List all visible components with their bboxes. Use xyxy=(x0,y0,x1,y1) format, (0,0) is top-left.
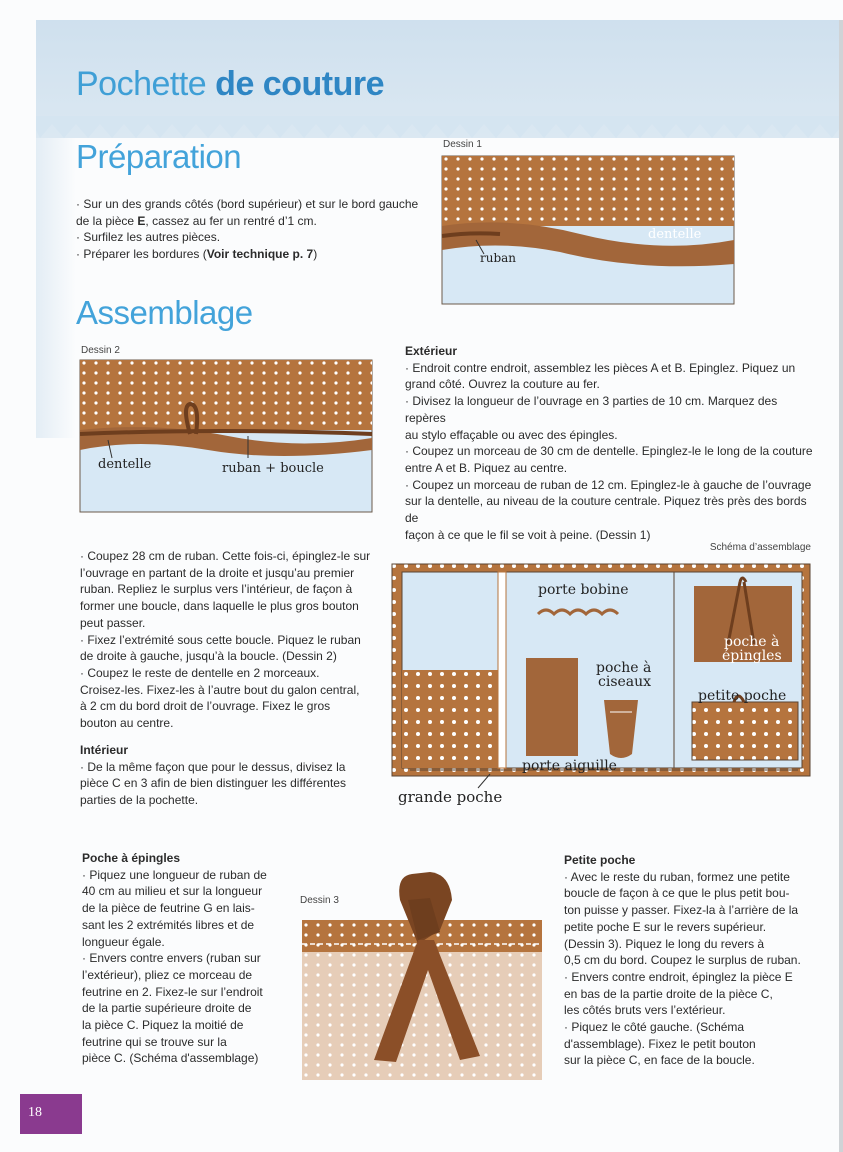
petite-poche-line-6: 0,5 cm du bord. Coupez le surplus de ruban. xyxy=(564,953,801,968)
ruban-line-7: de droite à gauche, jusqu’à la boucle. (Dessin 2) xyxy=(80,649,337,664)
dessin2-figure xyxy=(78,358,374,514)
petite-poche-line-5: (Dessin 3). Piquez le long du revers à xyxy=(564,936,765,951)
petite-poche-line-3: ton puisse y passer. Fixez-la à l’arrière de la xyxy=(564,903,799,918)
interieur-line-1: · De la même façon que pour le dessus, divisez la xyxy=(80,759,346,774)
ruban-line-5: peut passer. xyxy=(80,615,146,630)
ruban-text xyxy=(80,548,380,732)
title-bold: de couture xyxy=(215,65,384,103)
schema-label-grande-poche: grande poche xyxy=(398,788,503,806)
preparation-text xyxy=(76,196,421,263)
petite-poche-line-2: boucle de façon à ce que le plus petit bou- xyxy=(564,886,790,901)
ruban-line-6: · Fixez l’extrémité sous cette boucle. Piquez le ruban xyxy=(80,632,361,647)
interieur-text xyxy=(80,742,380,809)
ruban-line-8: · Coupez le reste de dentelle en 2 morceaux. xyxy=(80,665,320,680)
exterieur-line-4: au stylo effaçable ou avec des épingles. xyxy=(405,427,618,442)
petite-poche-line-9: les côtés bruts vers l’extérieur. xyxy=(564,1003,726,1018)
prep-line-3: · Surfilez les autres pièces. xyxy=(76,230,221,245)
exterieur-line-2: grand côté. Ouvrez la couture au fer. xyxy=(405,377,600,392)
poche-epingles-line-4: sant les 2 extrémités libres et de xyxy=(82,917,255,932)
page-number: 18 xyxy=(28,1105,42,1120)
exterieur-line-7: · Coupez un morceau de ruban de 12 cm. Epinglez-le à gauche de l’ouvrage xyxy=(405,477,812,492)
petite-poche-line-8: en bas de la partie droite de la pièce C, xyxy=(564,986,773,1001)
petite-poche-heading: Petite poche xyxy=(564,853,636,867)
exterieur-heading: Extérieur xyxy=(405,344,458,358)
poche-epingles-heading: Poche à épingles xyxy=(82,851,181,865)
poche-epingles-text xyxy=(82,850,282,1067)
petite-poche-text xyxy=(564,852,814,1069)
title-light: Pochette xyxy=(76,65,207,103)
schema-label-poche-epingles-1: poche à xyxy=(724,634,780,650)
left-margin-strip xyxy=(36,138,76,438)
page-number-tab xyxy=(20,1094,82,1134)
petite-poche-line-4: petite poche E sur le revers supérieur. xyxy=(564,919,767,934)
exterieur-line-3: · Divisez la longueur de l’ouvrage en 3 parties de 10 cm. Marquez des repères xyxy=(405,394,778,425)
ruban-line-2: l’ouvrage en partant de la droite et jusqu’au premier xyxy=(80,565,355,580)
dessin1-label-ruban: ruban xyxy=(480,251,517,265)
poche-epingles-line-9: de la partie supérieure droite de xyxy=(82,1001,252,1016)
exterieur-line-6: entre A et B. Piquez au centre. xyxy=(405,460,568,475)
poche-epingles-line-6: · Envers contre envers (ruban sur xyxy=(82,951,261,966)
exterieur-line-1: · Endroit contre endroit, assemblez les pièces A et B. Epinglez. Piquez un xyxy=(405,360,796,375)
dessin2-label-ruban-boucle: ruban + boucle xyxy=(222,461,324,476)
exterieur-line-9: façon à ce que le fil se voit à peine. (Dessin 1) xyxy=(405,527,651,542)
interieur-heading: Intérieur xyxy=(80,743,129,757)
ruban-line-1: · Coupez 28 cm de ruban. Cette fois-ci, épinglez-le sur xyxy=(80,549,371,563)
dessin2-caption: Dessin 2 xyxy=(81,345,120,356)
page-edge xyxy=(839,20,843,1152)
schema-label-poche-ciseaux-1: poche à xyxy=(596,660,652,676)
schema-label-porte-aiguille: porte aiguille xyxy=(522,758,617,774)
schema-label-porte-bobine: porte bobine xyxy=(538,582,629,598)
exterieur-line-5: · Coupez un morceau de 30 cm de dentelle. Epinglez-le le long de la couture xyxy=(405,444,813,459)
petite-poche-line-12: sur la pièce C, en face de la boucle. xyxy=(564,1053,755,1068)
prep-line-1: · Sur un des grands côtés (bord supérieur) et sur le bord gauche xyxy=(76,197,419,211)
interieur-line-3: parties de la pochette. xyxy=(80,793,199,808)
ruban-line-3: ruban. Repliez le surplus vers l’intérieur, de façon à xyxy=(80,582,353,597)
petite-poche-line-7: · Envers contre endroit, épinglez la pièce E xyxy=(564,969,793,984)
preparation-heading: Préparation xyxy=(76,138,242,175)
dessin1-figure xyxy=(440,154,736,306)
ruban-line-4: former une boucle, dans laquelle le plus gros bouton xyxy=(80,599,359,614)
schema-caption: Schéma d’assemblage xyxy=(709,542,811,553)
schema-figure xyxy=(388,560,814,810)
dessin1-caption: Dessin 1 xyxy=(443,139,482,150)
dessin2-label-dentelle: dentelle xyxy=(98,457,152,472)
dessin3-caption: Dessin 3 xyxy=(300,895,339,906)
poche-epingles-line-7: l’extérieur), pliez ce morceau de xyxy=(82,967,253,982)
assemblage-heading: Assemblage xyxy=(76,294,253,331)
poche-epingles-line-1: · Piquez une longueur de ruban de xyxy=(82,867,267,882)
poche-epingles-line-11: feutrine qui se trouve sur la xyxy=(82,1034,227,1049)
schema-label-poche-epingles-2: épingles xyxy=(722,648,782,664)
ruban-line-10: à 2 cm du bord droit de l’ouvrage. Fixez le gros xyxy=(80,699,331,714)
poche-epingles-line-3: de la pièce de feutrine G en lais- xyxy=(82,901,255,916)
dessin3-figure xyxy=(300,870,545,1082)
schema-label-poche-ciseaux-2: ciseaux xyxy=(598,674,652,690)
dessin1-label-dentelle: dentelle xyxy=(648,227,702,242)
interieur-line-2: pièce C en 3 afin de bien distinguer les différentes xyxy=(80,776,346,791)
ruban-line-11: bouton au centre. xyxy=(80,716,174,731)
poche-epingles-line-12: pièce C. (Schéma d'assemblage) xyxy=(82,1051,259,1066)
page-title xyxy=(76,64,384,104)
poche-epingles-line-8: feutrine en 2. Fixez-le sur l’endroit xyxy=(82,984,263,999)
ruban-line-9: Croisez-les. Fixez-les à l’autre bout du galon central, xyxy=(80,682,360,697)
exterieur-text xyxy=(405,343,815,543)
poche-epingles-line-5: longueur égale. xyxy=(82,934,165,949)
prep-line-2: de la pièce E, cassez au fer un rentré d’1 cm. xyxy=(76,213,317,228)
petite-poche-line-11: d'assemblage). Fixez le petit bouton xyxy=(564,1036,756,1051)
petite-poche-line-10: · Piquez le côté gauche. (Schéma xyxy=(564,1020,745,1035)
prep-line-4: · Préparer les bordures (Voir technique p. 7) xyxy=(76,247,318,262)
poche-epingles-line-10: la pièce C. Piquez la moitié de xyxy=(82,1018,244,1033)
exterieur-line-8: sur la dentelle, au niveau de la couture centrale. Piquez très près des bords de xyxy=(405,494,807,526)
schema-label-petite-poche: petite poche xyxy=(698,688,787,704)
poche-epingles-line-2: 40 cm au milieu et sur la longueur xyxy=(82,884,263,899)
petite-poche-line-1: · Avec le reste du ruban, formez une petite xyxy=(564,869,790,884)
